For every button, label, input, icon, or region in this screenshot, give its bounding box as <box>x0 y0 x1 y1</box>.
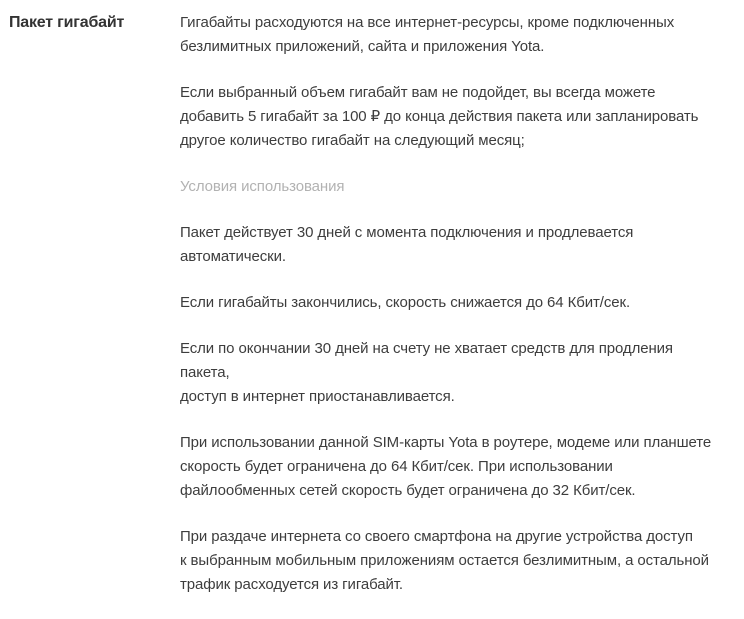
terms-paragraph: Если по окончании 30 дней на счету не хватает средств для продления пакета, доступ в интернет приостанавливается. <box>180 340 673 405</box>
row-label: Пакет гигабайт <box>9 14 125 31</box>
terms-paragraph: Если гигабайты закончились, скорость снижается до 64 Кбит/сек. <box>180 294 631 311</box>
terms-paragraph: Если выбранный объем гигабайт вам не подойдет, вы всегда можете добавить 5 гигабайт за 100 ₽ до конца действия пакета или запланировать другое количество гигабайт на следующий месяц; <box>180 84 699 149</box>
terms-subheading: Условия использования <box>180 178 345 195</box>
terms-paragraph: При раздаче интернета со своего смартфона на другие устройства доступ к выбранным мобильным приложениям остается безлимитным, а остальной трафик расходуется из гигабайт. <box>180 528 709 593</box>
terms-content <box>180 11 714 619</box>
terms-paragraph: Гигабайты расходуются на все интернет-ресурсы, кроме подключенных безлимитных приложений, сайта и приложения Yota. <box>180 14 675 55</box>
terms-paragraph: Пакет действует 30 дней с момента подключения и продлевается автоматически. <box>180 224 634 265</box>
terms-paragraph: При использовании данной SIM-карты Yota в роутере, модеме или планшете скорость будет ограничена до 64 Кбит/сек. При использовании файлообменных сетей скорость будет ограничена до 32 Кбит/сек. <box>180 434 712 499</box>
